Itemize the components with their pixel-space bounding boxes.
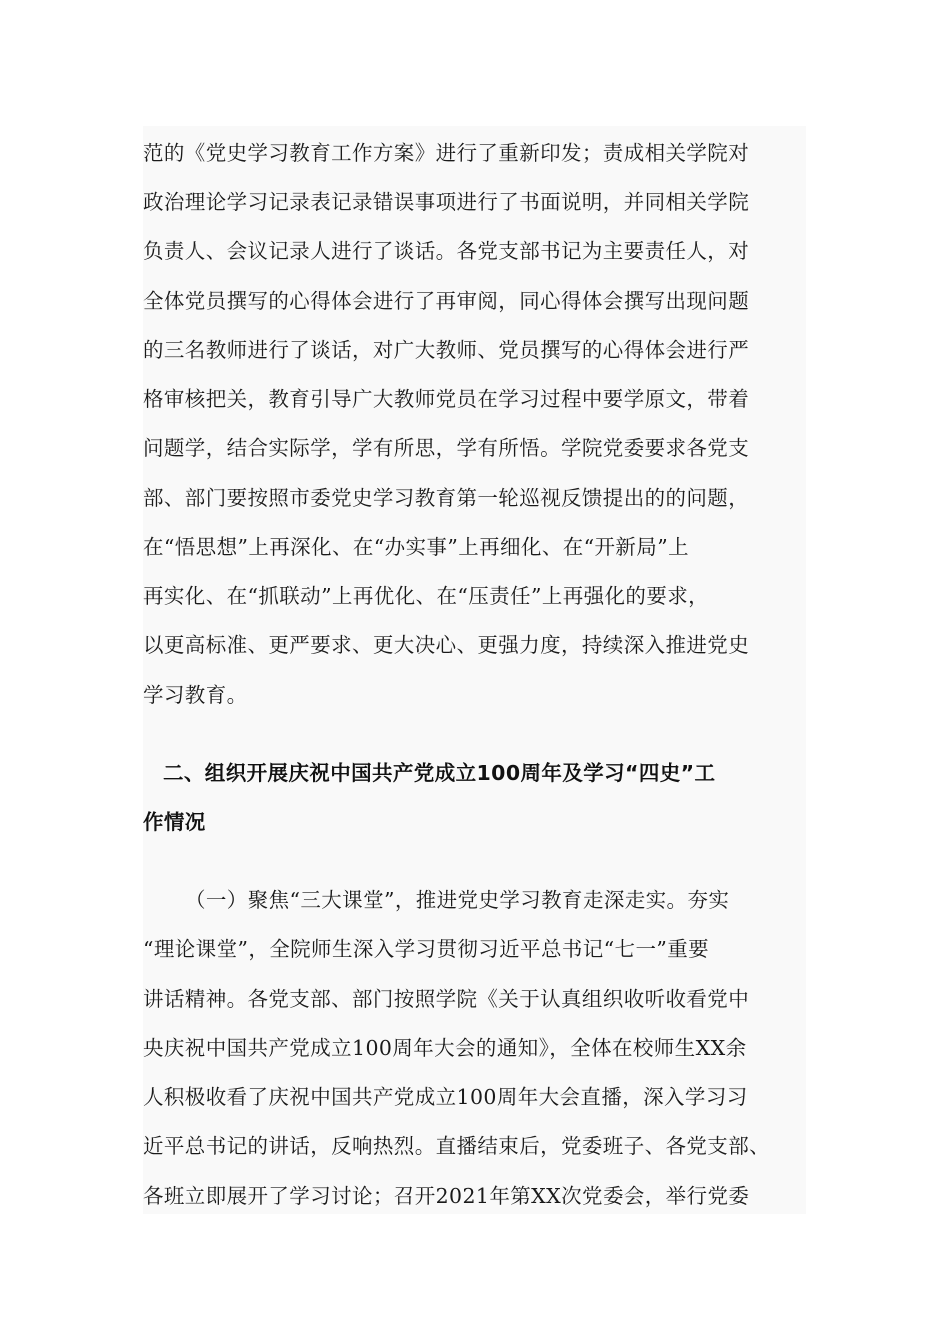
paragraph-line: 问题学，结合实际学，学有所思，学有所悟。学院党委要求各党支 [143, 436, 750, 460]
paragraph-line: 各班立即展开了学习讨论；召开2021年第XX次党委会，举行党委 [143, 1184, 750, 1208]
paragraph-line: 再实化、在“抓联动”上再优化、在“压责任”上再强化的要求， [143, 584, 710, 608]
paragraph-line: 在“悟思想”上再深化、在“办实事”上再细化、在“开新局”上 [143, 535, 689, 559]
paragraph-line: 人积极收看了庆祝中国共产党成立100周年大会直播，深入学习习 [143, 1085, 748, 1109]
paragraph-line: 以更高标准、更严要求、更大决心、更强力度，持续深入推进党史 [143, 633, 750, 657]
paragraph-line: 近平总书记的讲话，反响热烈。直播结束后，党委班子、各党支部、 [143, 1134, 770, 1158]
paragraph-line: 讲话精神。各党支部、部门按照学院《关于认真组织收听收看党中 [143, 987, 750, 1011]
paragraph-line: 部、部门要按照市委党史学习教育第一轮巡视反馈提出的的问题， [143, 486, 750, 510]
paragraph-line: 范的《党史学习教育工作方案》进行了重新印发；责成相关学院对 [143, 141, 750, 165]
section-heading: 二、组织开展庆祝中国共产党成立100周年及学习“四史”工 [163, 761, 716, 785]
section-heading-continued: 作情况 [143, 810, 206, 834]
paragraph-line: “理论课堂”，全院师生深入学习贯彻习近平总书记“七一”重要 [143, 937, 710, 961]
paragraph-line: 格审核把关，教育引导广大教师党员在学习过程中要学原文，带着 [143, 387, 750, 411]
paragraph-line: 负责人、会议记录人进行了谈话。各党支部书记为主要责任人，对 [143, 239, 750, 263]
paragraph-line: 央庆祝中国共产党成立100周年大会的通知》，全体在校师生XX余 [143, 1036, 747, 1060]
paragraph-line: 学习教育。 [143, 683, 248, 707]
paragraph-line: （一）聚焦“三大课堂”，推进党史学习教育走深走实。夯实 [185, 888, 730, 912]
paragraph-line: 政治理论学习记录表记录错误事项进行了书面说明，并同相关学院 [143, 190, 750, 214]
paragraph-line: 全体党员撰写的心得体会进行了再审阅，同心得体会撰写出现问题 [143, 289, 750, 313]
document-body [143, 126, 806, 1214]
paragraph-line: 的三名教师进行了谈话，对广大教师、党员撰写的心得体会进行严 [143, 338, 750, 362]
